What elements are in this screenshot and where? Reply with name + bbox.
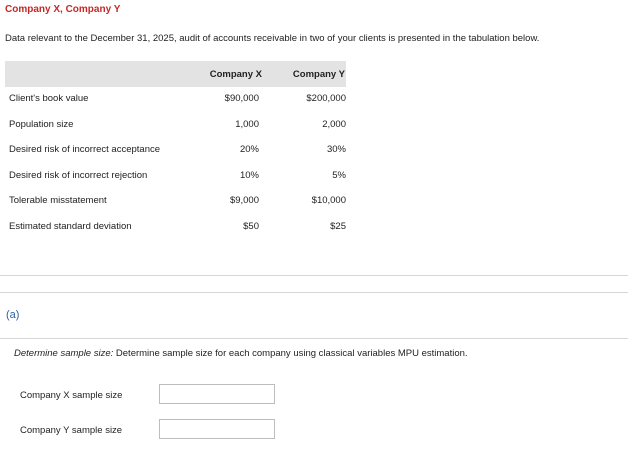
company-x-value: 20% (239, 144, 259, 155)
part-a-instruction (14, 348, 468, 359)
row-label: Population size (9, 118, 74, 130)
company-y-sample-size-label: Company Y sample size (20, 425, 123, 436)
instruction-emphasis: Determine sample size: (14, 348, 114, 359)
row-label: Estimated standard deviation (9, 220, 132, 232)
company-x-value: $50 (243, 220, 259, 232)
data-table (5, 61, 346, 240)
table-row (5, 87, 346, 113)
company-x-value: 1,000 (235, 118, 259, 130)
row-label: Client's book value (9, 93, 89, 104)
row-label: Desired risk of incorrect rejection (9, 169, 148, 181)
company-y-sample-size-input[interactable] (159, 419, 275, 439)
table-row (5, 189, 346, 215)
part-a-header (0, 292, 628, 339)
company-y-value: $25 (330, 220, 346, 232)
table-row (5, 113, 346, 139)
problem-title: Company X, Company Y (5, 4, 121, 15)
table-row (5, 138, 346, 164)
column-header-company-x: Company X (209, 69, 262, 80)
company-x-sample-size-label: Company X sample size (20, 390, 123, 401)
company-y-value: $200,000 (306, 93, 346, 104)
company-x-value: $90,000 (224, 93, 259, 104)
section-divider (0, 275, 628, 276)
table-header (5, 61, 346, 87)
company-y-value: 5% (332, 169, 346, 181)
company-y-value: 30% (326, 144, 346, 155)
company-y-value: $10,000 (311, 195, 346, 206)
part-label: (a) (6, 309, 20, 321)
column-header-company-y: Company Y (292, 69, 345, 80)
row-label: Tolerable misstatement (9, 195, 107, 206)
company-y-value: 2,000 (322, 118, 346, 130)
table-row (5, 164, 346, 190)
instruction-text: Determine sample size for each company using classical variables MPU estimation. (113, 348, 468, 359)
company-x-value: 10% (239, 169, 259, 181)
row-label: Desired risk of incorrect acceptance (9, 144, 161, 155)
company-x-sample-size-input[interactable] (159, 384, 275, 404)
company-x-value: $9,000 (229, 195, 259, 206)
problem-intro: Data relevant to the December 31, 2025, audit of accounts receivable in two of your clients is presented in the tabulation below. (5, 33, 540, 44)
table-row (5, 215, 346, 241)
